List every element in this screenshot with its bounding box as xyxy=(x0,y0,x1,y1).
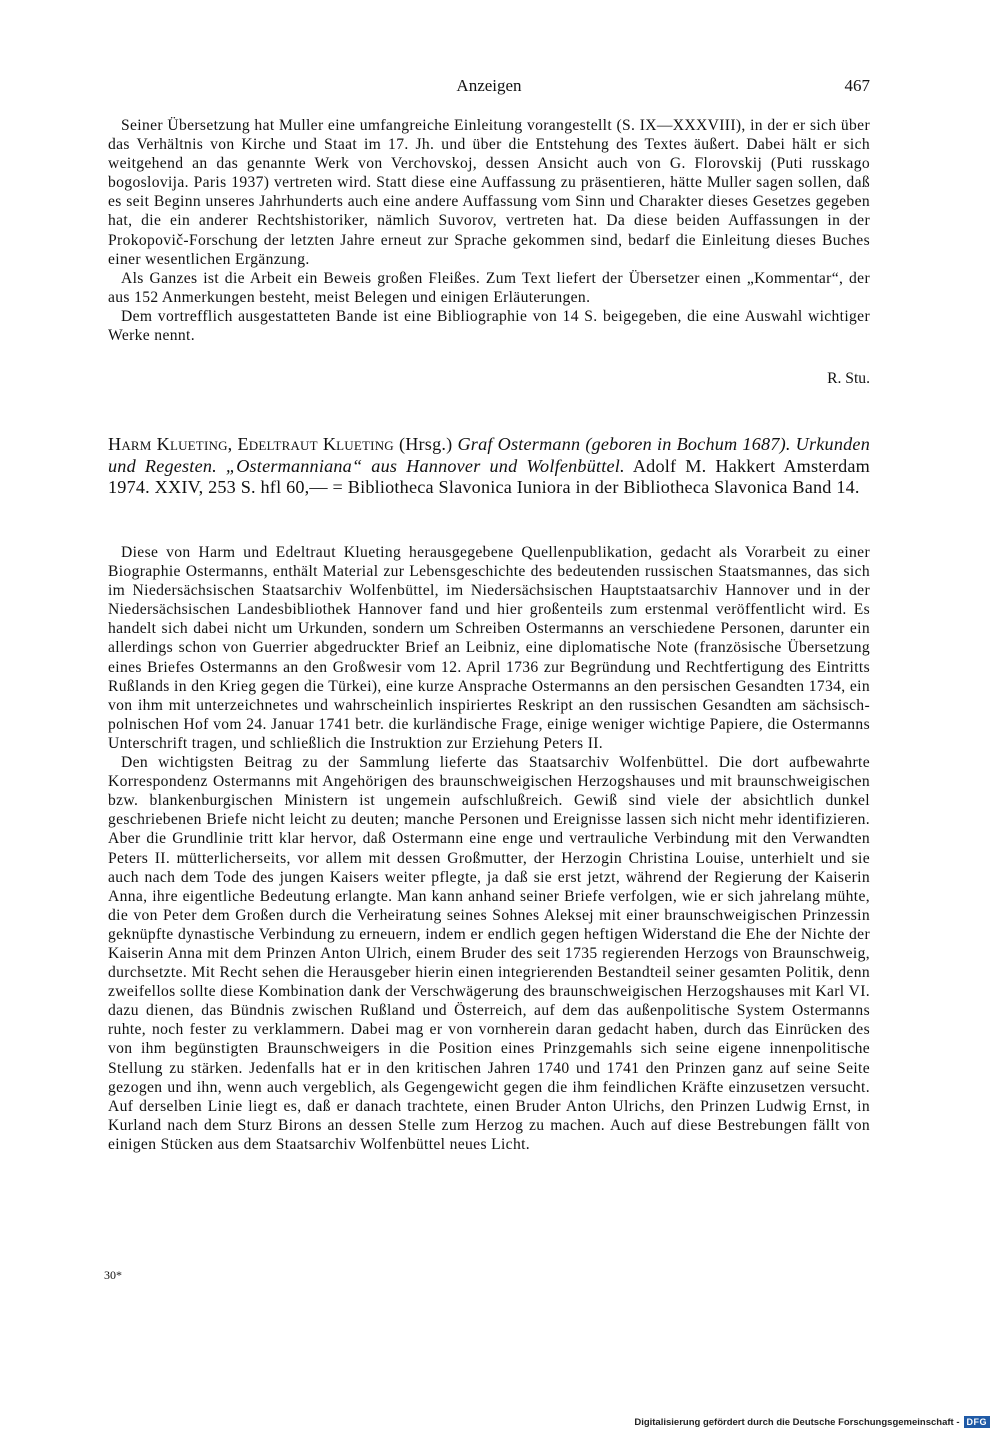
publication-info: Adolf M. Hakkert Amsterdam 1974. XXIV, 253 S. hfl 60,— = Bibliotheca Slavonica Iuniora in der Bibliotheca Slavonica Band 14. xyxy=(108,455,871,498)
page-number: 467 xyxy=(844,76,870,95)
book-title: Graf Ostermann (geboren in Bochum 1687). Urkunden und Regesten. „Ostermanniana“ aus Hannover und Wolfenbüttel. xyxy=(108,434,870,476)
dfg-logo: DFG xyxy=(964,1416,991,1428)
bibliographic-entry xyxy=(108,434,870,499)
paragraph: Dem vortrefflich ausgestatteten Bande ist eine Bibliographie von 14 S. beigegeben, die eine Auswahl wichtiger Werke nennt. xyxy=(108,307,870,345)
paragraph: Als Ganzes ist die Arbeit ein Beweis großen Fleißes. Zum Text liefert der Übersetzer einen „Kommentar“, der aus 152 Anmerkungen besteht, meist Belegen und einigen Erläuterungen. xyxy=(108,269,870,306)
footer-text: Digitalisierung gefördert durch die Deutsche Forschungsgemeinschaft - xyxy=(634,1416,960,1428)
header-title: Anzeigen xyxy=(456,76,522,95)
paragraph: Den wichtigsten Beitrag zu der Sammlung lieferte das Staatsarchiv Wolfenbüttel. Die dort aufbewahrte Korrespondenz Ostermanns mit Angehörigen des braunschweigischen Herzogshauses und mit braunschweigischen bzw. blankenburgischen Ministern ist ungemein aufschlußreich. Gewiß sind viele der absichtlich dunkel geschriebenen Briefe nicht leicht zu deuten; manche Personen und Ereignisse lassen sich nicht mehr identifizieren. Aber die Grundlinie tritt klar hervor, daß Ostermann eine enge und vertrauliche Verbindung mit den Verwandten Peters II. mütterlicherseits, vor allem mit dessen Großmutter, der Herzogin Christina Louise, unterhielt und sie auch nach dem Tode des jungen Kaisers weiter pflegte, ja daß sie erst jetzt, während der Regierung der Kaiserin Anna, ihre eigentliche Bedeutung erlangte. Man kann anhand seiner Briefe verfolgen, wie er sich jahrelang mühte, die von Peter dem Großen durch die Verheiratung seines Sohnes Aleksej mit einer braunschweigischen Prinzessin geknüpfte dynastische Verbindung zu erneuern, indem er endlich gegen heftigen Widerstand die Ehe der Nichte der Kaiserin Anna mit dem Prinzen Anton Ulrich, einem Bruder des seit 1735 regierenden Herzogs von Braunschweig, durchsetzte. Mit Recht sehen die Herausgeber hierin einen integrierenden Bestandteil seiner gesamten Politik, denn zweifellos sollte diese Kombination dank der Verschwägerung des braunschweigischen Herzogshauses mit Karl VI. dazu dienen, das Bündnis zwischen Rußland und Österreich, auf dem das außenpolitische System Ostermanns ruhte, noch fester zu verklammern. Dabei mag er von vornherein daran gedacht haben, durch das Einrücken des von ihm begünstigten Braunschweigers in die Position eines Prinzgemahls sich seine eigene innenpolitische Stellung zu stärken. Jedenfalls hat er in den kritischen Jahren 1740 und 1741 den Prinzen ganz auf seine Seite gezogen und ihn, wenn auch vergeblich, als Gegengewicht gegen die ihm feindlichen Kräfte einzusetzen versucht. Auf derselben Linie liegt es, daß er danach trachtete, einen Bruder Anton Ulrichs, den Prinzen Ludwig Ernst, in Kurland nach dem Sturz Birons an dessen Stelle zum Herzog zu machen. Auch auf diese Bestrebungen fällt von einigen Stücken aus dem Staatsarchiv Wolfenbüttel neues Licht. xyxy=(108,754,870,1153)
paragraph: Seiner Übersetzung hat Muller eine umfangreiche Einleitung vorangestellt (S. IX—XXXVIII), in der er sich über das Verhältnis von Kirche und Staat im 17. Jh. und über die Entstehung des Textes äußert. Dabei hält er sich weitgehend an das genannte Werk von Verchovskoj, dessen Ansicht auch von G. Florovskij (Puti russkago bogoslovija. Paris 1937) vertreten wird. Statt diese eine Auffassung zu präsentieren, hätte Muller sagen sollen, daß es seit Beginn unseres Jahrhunderts auch eine andere Auffassung vom Sinn und Charakter dieses Gesetzes gegeben hat, die ein anderer Rechtshistoriker, nämlich Suvorov, vertreten hat. Da diese beiden Auffassungen in der Prokopovič-Forschung der letzten Jahre erneut zur Sprache gekommen sind, bedarf die Einleitung dieses Buches einer wesentlichen Ergänzung. xyxy=(108,117,870,268)
signature-mark: 30* xyxy=(104,1268,122,1282)
paragraph: Diese von Harm und Edeltraut Klueting herausgegebene Quellenpublikation, gedacht als Vorarbeit zu einer Biographie Ostermanns, enthält Material zur Lebensgeschichte des bedeutenden russischen Staatsmannes, das sich im Niedersächsischen Staatsarchiv Wolfenbüttel, im Niedersächsischen Hauptstaatsarchiv Hannover und in der Niedersächsischen Landesbibliothek Hannover fand und hier großenteils zum erstenmal veröffentlicht wird. Es handelt sich dabei nicht um Urkunden, sondern um Schreiben Ostermanns an verschiedene Personen, darunter ein allerdings schon von Guerrier abgedruckter Brief an Leibniz, eine diplomatische Note (französische Übersetzung eines Briefes Ostermanns an den Großwesir vom 12. April 1736 zur Begründung und Rechtfertigung des Eintritts Rußlands in den Krieg gegen die Türkei), eine kurze Ansprache Ostermanns an den persischen Gesandten 1734, ein von ihm mit unterzeichnetes und wahrscheinlich inspiriertes Reskript an den russischen Gesandten am sächsisch-polnischen Hof vom 24. Januar 1741 betr. die kurländische Frage, einige weniger wichtige Papiere, die Ostermanns Unterschrift tragen, und schließlich die Instruktion zur Erziehung Peters II. xyxy=(108,544,870,752)
reviewer-signature: R. Stu. xyxy=(827,370,870,387)
running-header xyxy=(108,76,870,100)
book-authors: Harm Klueting, Edeltraut Klueting xyxy=(108,434,394,454)
editor-note: (Hrsg.) xyxy=(398,434,453,454)
digitization-footer xyxy=(634,1416,990,1428)
review-body xyxy=(108,543,870,1154)
review-continuation xyxy=(108,116,870,345)
